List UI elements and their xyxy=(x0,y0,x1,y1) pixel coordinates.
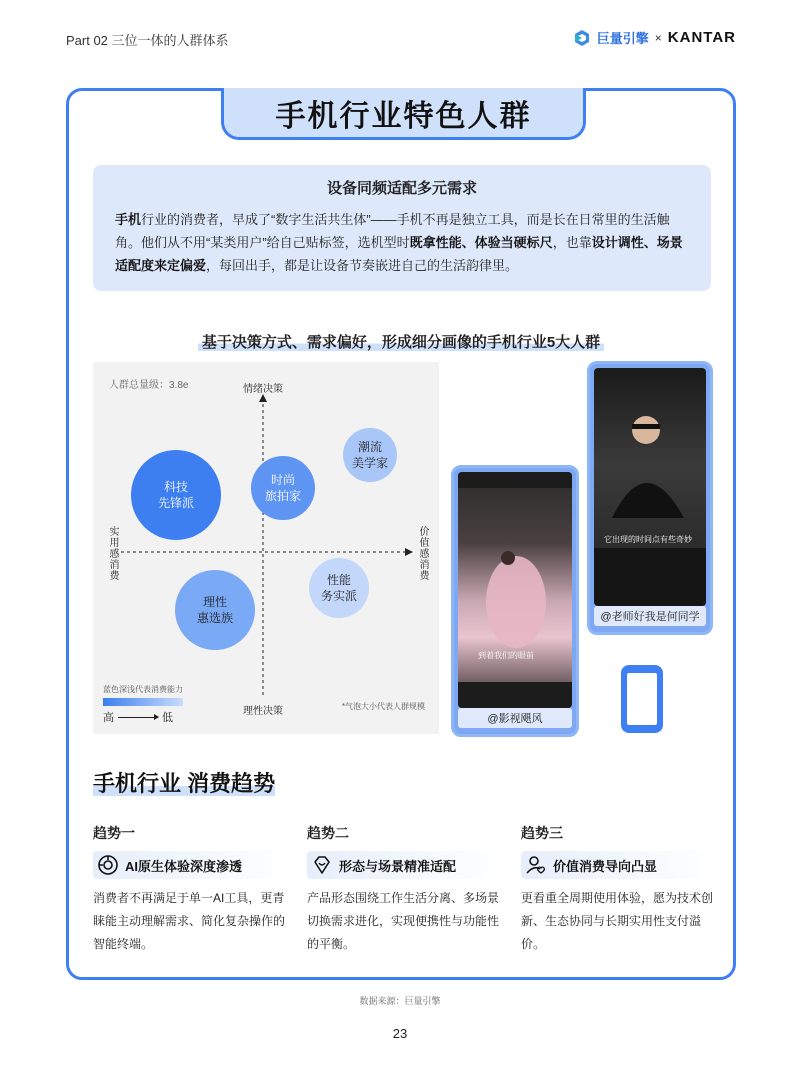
trend-tag xyxy=(93,851,289,879)
bubble-line: 务实派 xyxy=(320,589,357,603)
intro-box xyxy=(93,165,711,291)
intro-bold-1: 既拿性能、体验当硬标尺 xyxy=(409,235,553,250)
page-number: 23 xyxy=(392,1026,408,1041)
trend-card-3 xyxy=(521,823,717,956)
bubble-line: 潮流 xyxy=(357,440,382,454)
trend-body: 更看重全周期使用体验，愿为技术创新、生态协同与长期实用性支付溢价。 xyxy=(521,891,714,951)
trend-tag xyxy=(521,851,717,879)
trend-card-1 xyxy=(93,823,289,956)
segment-quadrant-chart xyxy=(93,362,439,734)
total-volume-label: 人群总量级：3.8e xyxy=(109,380,189,391)
kantar-logo: KANTAR xyxy=(667,29,736,46)
legend-high: 高 xyxy=(103,712,114,724)
intro-heading: 设备同频适配多元需求 xyxy=(326,180,477,197)
axis-top-label: 情绪决策 xyxy=(243,384,283,395)
card-title: 手机行业特色人群 xyxy=(275,99,532,133)
section-title: Part 02 三位一体的人群体系 xyxy=(66,33,229,48)
bubble-rational-value-seeker xyxy=(175,570,255,650)
bubble-line: 旅拍家 xyxy=(264,489,301,503)
bubble-line: 理性 xyxy=(202,595,227,609)
phone-mockup-left xyxy=(451,465,579,737)
segment-subtitle xyxy=(69,331,733,352)
trends-title xyxy=(93,767,275,798)
axis-bottom-label: 理性决策 xyxy=(243,706,283,717)
trend-heading: 趋势二 xyxy=(307,825,349,841)
bubble-tech-pioneer xyxy=(131,450,221,540)
intro-paragraph xyxy=(115,208,689,277)
segment-subtitle-text: 基于决策方式、需求偏好，形成细分画像的手机行业5大人群 xyxy=(198,334,604,351)
intro-text-c: ，也靠 xyxy=(552,235,592,250)
bubble-line: 惠选族 xyxy=(196,611,233,625)
right-phone-caption: @老师好我是何同学 xyxy=(594,606,706,626)
trend-body: 产品形态围绕工作生活分离、多场景切换需求进化，实现便携性与功能性的平衡。 xyxy=(307,891,500,951)
trend-tag xyxy=(307,851,503,879)
trend-heading: 趋势三 xyxy=(521,825,563,841)
quadrant-axes xyxy=(93,362,439,734)
phone-screen-left xyxy=(458,472,572,708)
bubble-line: 科技 xyxy=(163,480,188,494)
intro-text-a: 行业的消费者，早成了“数字生活共生体”——手机不再是独立工具，而是长在日常里的生活触角。他们从不用“某类用户”给自己贴标签，选机型时 xyxy=(115,212,670,250)
data-source: 数据来源：巨量引擎 xyxy=(359,996,441,1006)
phone-screen-right xyxy=(594,368,706,606)
card-title-tab xyxy=(221,88,586,140)
trends-title-text: 手机行业 消费趋势 xyxy=(93,771,276,796)
legend-scale xyxy=(103,709,183,725)
bubble-fashion-traveler xyxy=(251,456,315,520)
intro-bold-2: 设计调性、场景适配度来定偏爱 xyxy=(115,235,683,273)
intro-bold-lead: 手机 xyxy=(115,212,142,227)
bubble-line: 时尚 xyxy=(270,473,295,487)
trend-card-2 xyxy=(307,823,503,956)
color-legend xyxy=(103,684,183,725)
content-card xyxy=(66,88,736,980)
intro-text-d: ，每回出手，都是让设备节奏嵌进自己的生活韵律里。 xyxy=(206,258,519,273)
trend-tag-label: AI原生体验深度渗透 xyxy=(125,858,243,874)
bubble-line: 先锋派 xyxy=(157,496,194,510)
ai-chip-icon xyxy=(97,854,119,876)
bubble-trend-aesthete xyxy=(343,428,397,482)
bubble-size-note: *气泡大小代表人群规模 xyxy=(341,702,425,711)
legend-arrow-icon xyxy=(118,717,158,718)
legend-gradient-bar xyxy=(103,698,183,706)
trend-tag-label: 价值消费导向凸显 xyxy=(553,858,658,874)
legend-low: 低 xyxy=(162,712,173,724)
right-screen-subtitle: 它出现的时间点有些奇妙 xyxy=(604,535,692,544)
bubble-line: 性能 xyxy=(326,573,351,587)
legend-title: 蓝色深浅代表消费能力 xyxy=(103,685,183,694)
phone-outline-icon xyxy=(619,663,665,735)
axis-left-label: 实用感消费 xyxy=(107,526,118,581)
trend-heading: 趋势一 xyxy=(93,825,135,841)
logo-separator: × xyxy=(654,30,662,45)
user-heart-icon xyxy=(525,854,547,876)
left-phone-caption: @影视飓风 xyxy=(458,708,572,728)
trend-tag-label: 形态与场景精准适配 xyxy=(339,858,457,874)
page-header xyxy=(66,28,736,48)
header-logos xyxy=(573,28,736,47)
left-screen-subtitle: 到着我们的眼前 xyxy=(478,651,534,660)
bubble-performance-pragmatist xyxy=(309,558,369,618)
trend-body: 消费者不再满足于单一AI工具，更青睐能主动理解需求、简化复杂操作的智能终端。 xyxy=(93,891,286,951)
video-presenter-illustration xyxy=(594,368,706,606)
diamond-heart-icon xyxy=(311,854,333,876)
bubble-line: 美学家 xyxy=(351,456,388,470)
video-figure-illustration xyxy=(458,472,572,708)
brand-logo-text: 巨量引擎 xyxy=(596,31,649,46)
phone-mockup-right xyxy=(587,361,713,635)
axis-right-label: 价值感消费 xyxy=(417,526,428,581)
ocean-engine-logo-icon xyxy=(573,29,591,47)
